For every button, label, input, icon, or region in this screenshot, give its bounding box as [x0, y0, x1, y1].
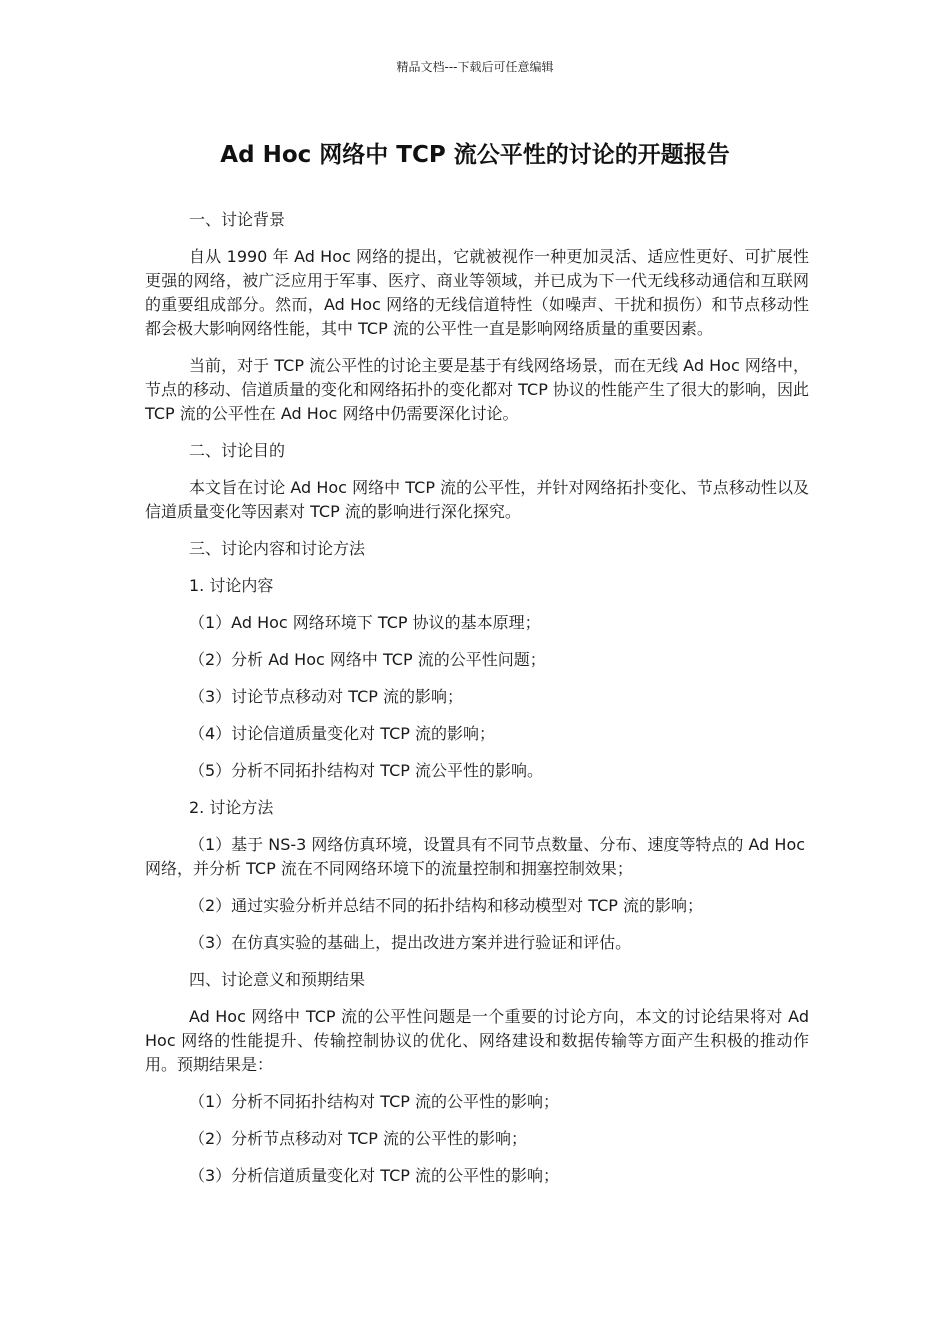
expected-result-item: （2）分析节点移动对 TCP 流的公平性的影响；: [189, 1129, 528, 1148]
expected-result-item: （1）分析不同拓扑结构对 TCP 流的公平性的影响；: [189, 1092, 560, 1111]
content-item: （5）分析不同拓扑结构对 TCP 流公平性的影响。: [189, 761, 544, 780]
significance-paragraph: Ad Hoc 网络中 TCP 流的公平性问题是一个重要的讨论方向，本文的讨论结果将对 Ad Hoc 网络的性能提升、传输控制协议的优化、网络建设和数据传输等方面产生积极的推动作用。预期结果是：: [145, 1007, 809, 1074]
method-item: （3）在仿真实验的基础上，提出改进方案并进行验证和评估。: [189, 933, 632, 952]
section-heading-background: 一、讨论背景: [189, 210, 286, 229]
subheading-content: 1. 讨论内容: [189, 576, 274, 595]
content-item: （3）讨论节点移动对 TCP 流的影响；: [189, 687, 464, 706]
expected-result-item: （3）分析信道质量变化对 TCP 流的公平性的影响；: [189, 1166, 560, 1185]
purpose-paragraph: 本文旨在讨论 Ad Hoc 网络中 TCP 流的公平性，并针对网络拓扑变化、节点移动性以及信道质量变化等因素对 TCP 流的影响进行深化探究。: [145, 478, 809, 521]
subheading-methods: 2. 讨论方法: [189, 798, 274, 817]
section-heading-purpose: 二、讨论目的: [189, 441, 286, 460]
document-body: [145, 208, 809, 1201]
document-title: Ad Hoc 网络中 TCP 流公平性的讨论的开题报告: [220, 142, 730, 168]
section-heading-content-methods: 三、讨论内容和讨论方法: [189, 539, 366, 558]
method-item: （1）基于 NS-3 网络仿真环境，设置具有不同节点数量、分布、速度等特点的 Ad Hoc 网络，并分析 TCP 流在不同网络环境下的流量控制和拥塞控制效果；: [145, 835, 806, 878]
page-header: 精品文档---下载后可任意编辑: [396, 60, 554, 74]
section-heading-significance: 四、讨论意义和预期结果: [189, 970, 366, 989]
background-paragraph-2: 当前，对于 TCP 流公平性的讨论主要是基于有线网络场景，而在无线 Ad Hoc 网络中，节点的移动、信道质量的变化和网络拓扑的变化都对 TCP 协议的性能产生了很大的影响，因此 TCP 流的公平性在 Ad Hoc 网络中仍需要深化讨论。: [145, 356, 809, 423]
content-item: （2）分析 Ad Hoc 网络中 TCP 流的公平性问题；: [189, 650, 546, 669]
content-item: （4）讨论信道质量变化对 TCP 流的影响；: [189, 724, 496, 743]
content-item: （1）Ad Hoc 网络环境下 TCP 协议的基本原理；: [189, 613, 541, 632]
background-paragraph-1: 自从 1990 年 Ad Hoc 网络的提出，它就被视作一种更加灵活、适应性更好、可扩展性更强的网络，被广泛应用于军事、医疗、商业等领域，并已成为下一代无线移动通信和互联网的重要组成部分。然而，Ad Hoc 网络的无线信道特性（如噪声、干扰和损伤）和节点移动性都会极大影响网络性能，其中 TCP 流的公平性一直是影响网络质量的重要因素。: [145, 247, 809, 338]
method-item: （2）通过实验分析并总结不同的拓扑结构和移动模型对 TCP 流的影响；: [189, 896, 704, 915]
